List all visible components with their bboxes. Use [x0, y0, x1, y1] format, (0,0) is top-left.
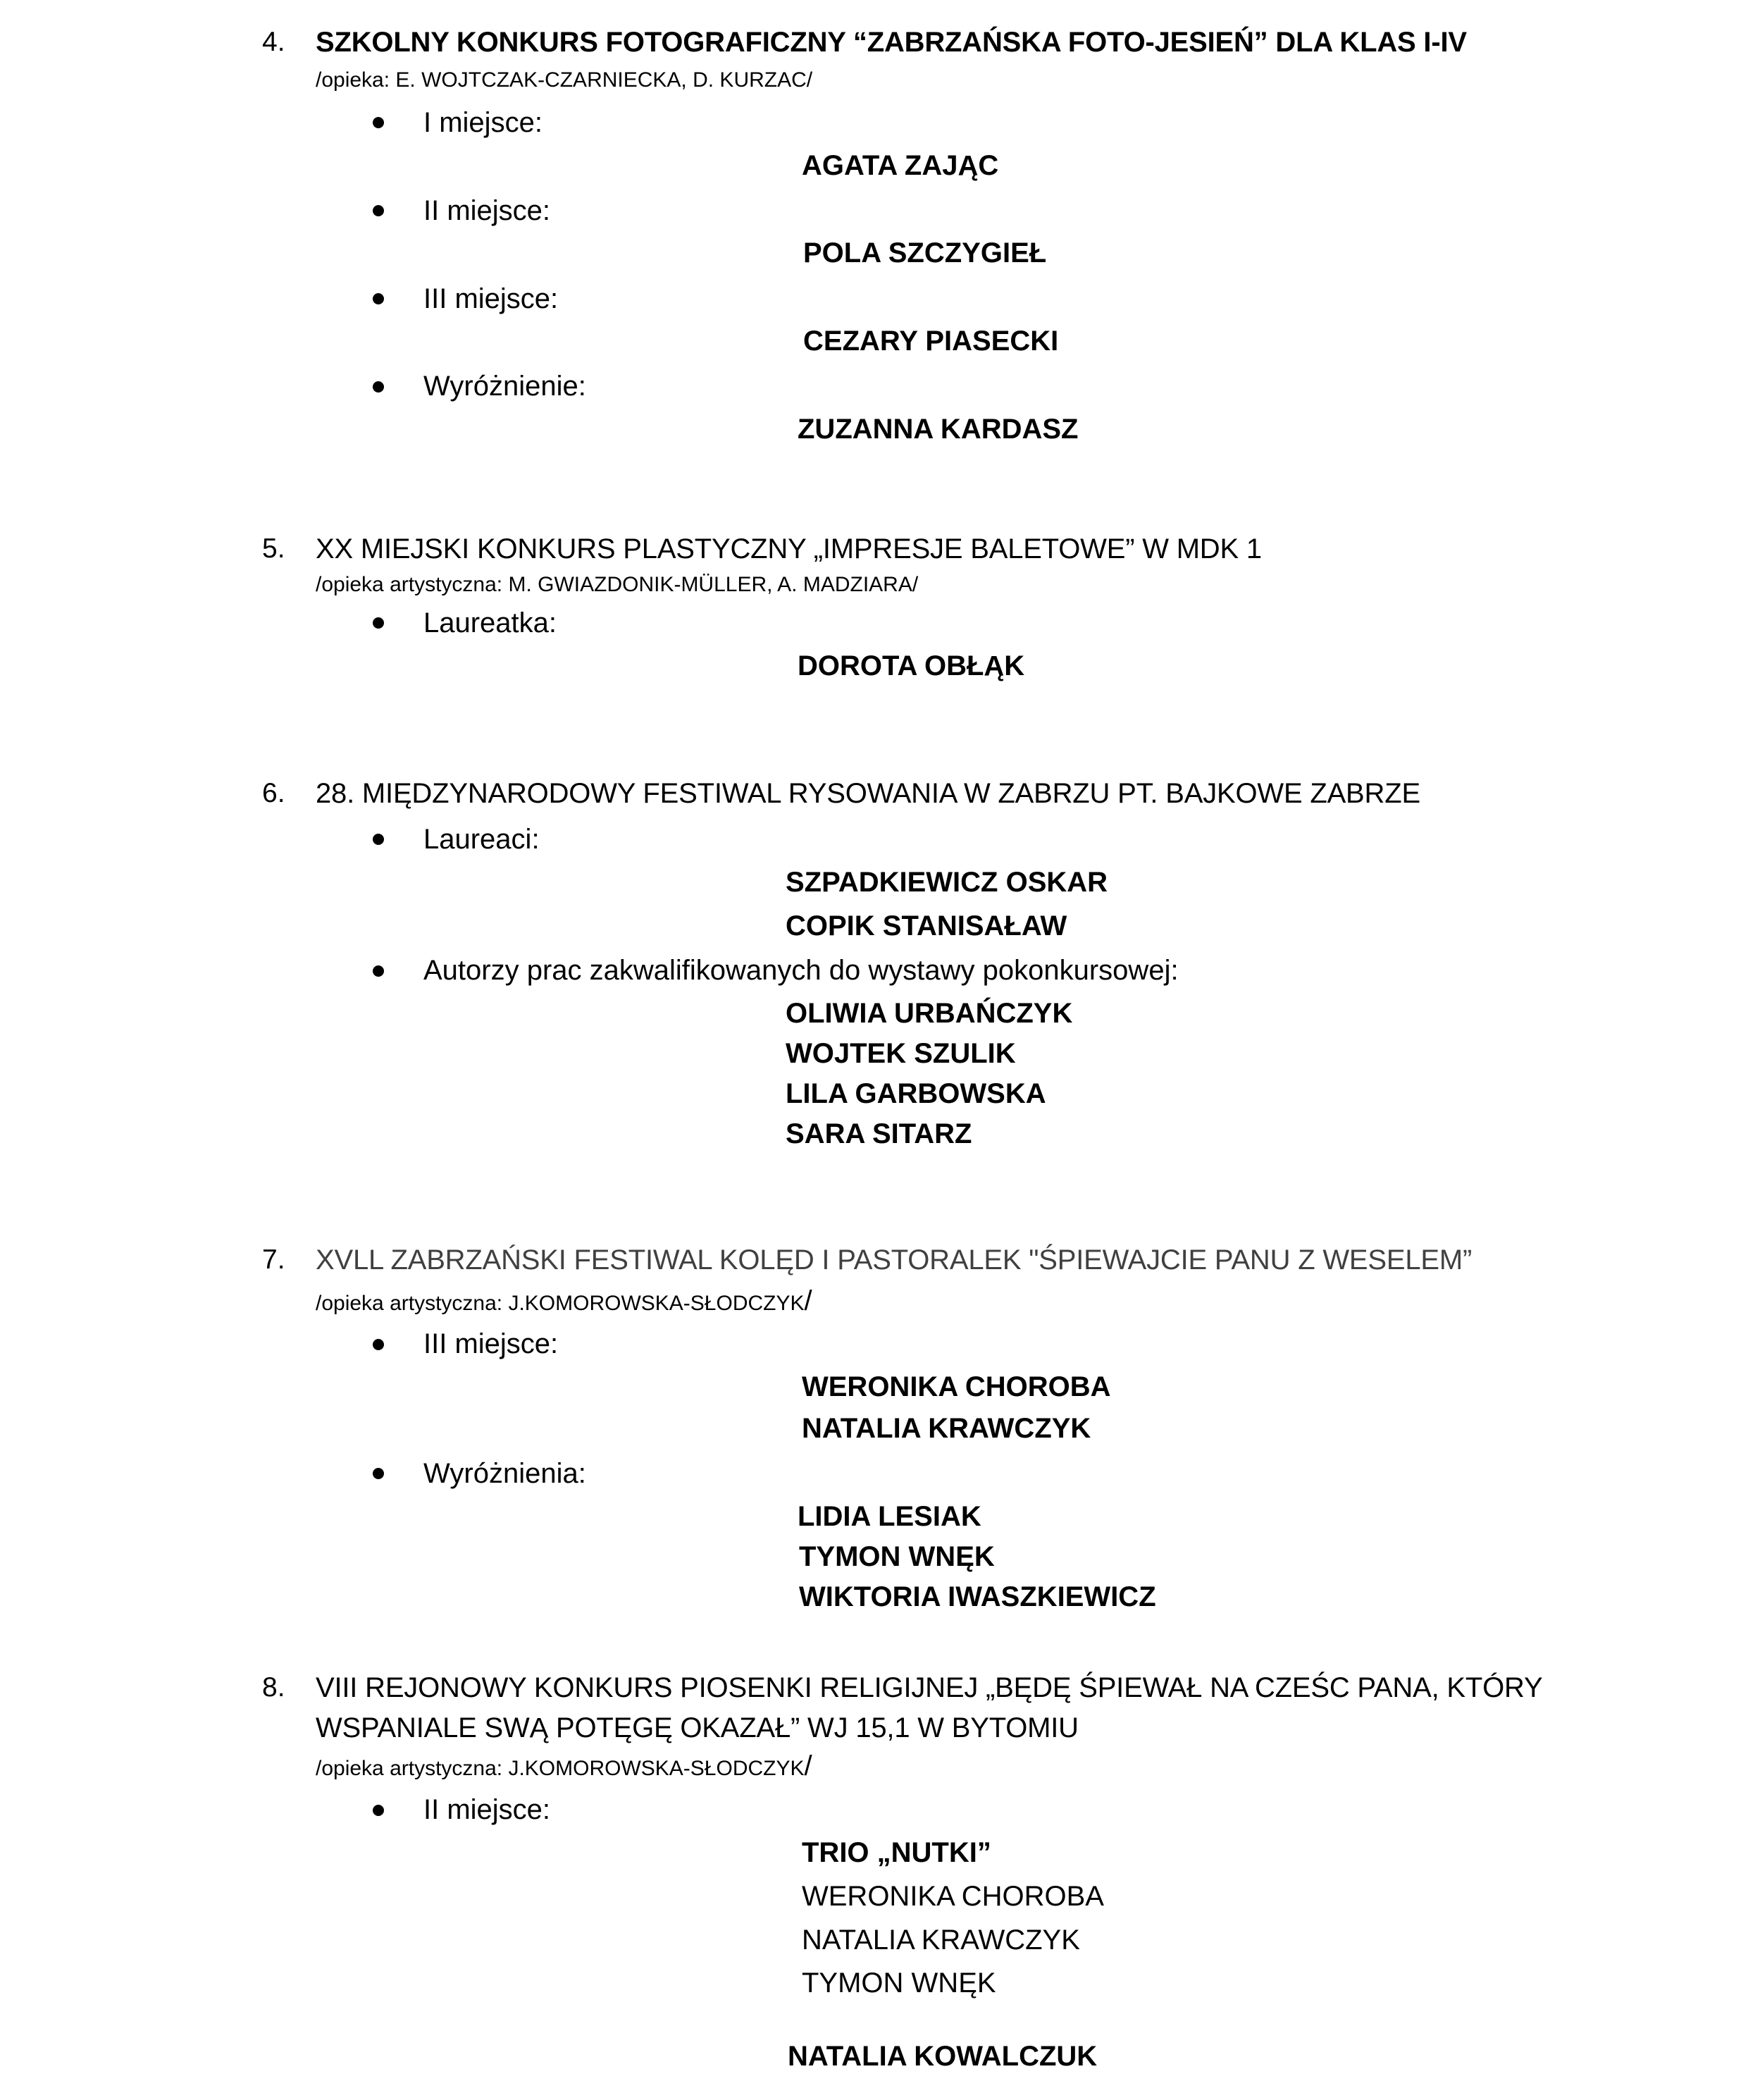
section-4-group-3-label: III miejsce:	[423, 283, 559, 314]
section-6-group-2-name-2: WOJTEK SZULIK	[786, 1038, 1016, 1069]
section-5-number: 5.	[262, 533, 285, 564]
bullet-icon	[373, 1339, 384, 1350]
section-4-supervision: /opieka: E. WOJTCZAK-CZARNIECKA, D. KURZAC/	[316, 68, 813, 92]
section-7-group-1-label: III miejsce:	[423, 1328, 559, 1359]
section-6-group-1-label: Laureaci:	[423, 824, 540, 855]
section-7-group-2-name-2: TYMON WNĘK	[799, 1541, 995, 1572]
section-8-number: 8.	[262, 1672, 285, 1703]
bullet-icon	[373, 117, 384, 128]
bullet-icon	[373, 381, 384, 393]
section-6-group-2-name-1: OLIWIA URBAŃCZYK	[786, 998, 1073, 1029]
section-4-group-1-name: AGATA ZAJĄC	[802, 150, 999, 181]
section-7-group-2-name-1: LIDIA LESIAK	[798, 1501, 981, 1532]
section-5-group-1-name: DOROTA OBŁĄK	[798, 650, 1025, 681]
bullet-icon	[373, 205, 384, 216]
section-8-group-1-name-4: TYMON WNĘK	[802, 1968, 996, 1999]
section-6-title: 28. MIĘDZYNARODOWY FESTIWAL RYSOWANIA W ZABRZU PT. BAJKOWE ZABRZE	[316, 778, 1420, 809]
section-7-group-1-name-2: NATALIA KRAWCZYK	[802, 1413, 1091, 1444]
section-8-group-1-name-3: NATALIA KRAWCZYK	[802, 1925, 1080, 1956]
section-8-group-1-name-1: TRIO „NUTKI”	[802, 1837, 991, 1868]
section-4-group-2-label: II miejsce:	[423, 195, 551, 226]
section-8-group-1-name-2: WERONIKA CHOROBA	[802, 1881, 1104, 1912]
section-4-group-3-name: CEZARY PIASECKI	[803, 326, 1059, 357]
bullet-icon	[373, 834, 384, 845]
section-6-group-1-name-1: SZPADKIEWICZ OSKAR	[786, 867, 1108, 898]
bullet-icon	[373, 617, 384, 629]
section-4-group-1-label: I miejsce:	[423, 107, 543, 138]
section-7-supervision: /opieka artystyczna: J.KOMOROWSKA-SŁODCZYK/	[316, 1285, 812, 1316]
section-4-group-2-name: POLA SZCZYGIEŁ	[803, 237, 1047, 268]
section-7-group-2-label: Wyróżnienia:	[423, 1458, 586, 1489]
section-4-group-4-label: Wyróżnienie:	[423, 371, 586, 402]
section-4-number: 4.	[262, 27, 285, 57]
section-4-title: SZKOLNY KONKURS FOTOGRAFICZNY “ZABRZAŃSKA FOTO-JESIEŃ” DLA KLAS I-IV	[316, 27, 1467, 58]
section-5-title: XX MIEJSKI KONKURS PLASTYCZNY „IMPRESJE BALETOWE” W MDK 1	[316, 533, 1262, 564]
section-7-group-1-name-1: WERONIKA CHOROBA	[802, 1371, 1111, 1402]
section-6-number: 6.	[262, 778, 285, 808]
section-7-number: 7.	[262, 1244, 285, 1275]
bullet-icon	[373, 965, 384, 977]
section-6-group-2-name-3: LILA GARBOWSKA	[786, 1078, 1046, 1109]
section-7-title: XVLL ZABRZAŃSKI FESTIWAL KOLĘD I PASTORALEK "ŚPIEWAJCIE PANU Z WESELEM”	[316, 1244, 1473, 1276]
section-8-extra-name: NATALIA KOWALCZUK	[788, 2041, 1098, 2072]
section-7-group-2-name-3: WIKTORIA IWASZKIEWICZ	[799, 1581, 1156, 1612]
bullet-icon	[373, 293, 384, 304]
section-8-title-line2: WSPANIALE SWĄ POTĘGĘ OKAZAŁ” WJ 15,1 W BYTOMIU	[316, 1712, 1079, 1743]
section-4-group-4-name: ZUZANNA KARDASZ	[798, 414, 1079, 445]
section-6-group-2-label: Autorzy prac zakwalifikowanych do wystawy pokonkursowej:	[423, 955, 1179, 986]
section-5-supervision: /opieka artystyczna: M. GWIAZDONIK-MÜLLER, A. MADZIARA/	[316, 573, 919, 596]
section-6-group-1-name-2: COPIK STANISAŁAW	[786, 910, 1067, 941]
section-8-title-line1: VIII REJONOWY KONKURS PIOSENKI RELIGIJNEJ „BĘDĘ ŚPIEWAŁ NA CZEŚC PANA, KTÓRY	[316, 1672, 1543, 1703]
section-8-group-1-label: II miejsce:	[423, 1794, 551, 1825]
section-5-group-1-label: Laureatka:	[423, 607, 557, 638]
section-6-group-2-name-4: SARA SITARZ	[786, 1118, 972, 1149]
bullet-icon	[373, 1468, 384, 1479]
bullet-icon	[373, 1805, 384, 1816]
section-8-supervision: /opieka artystyczna: J.KOMOROWSKA-SŁODCZYK/	[316, 1750, 812, 1781]
